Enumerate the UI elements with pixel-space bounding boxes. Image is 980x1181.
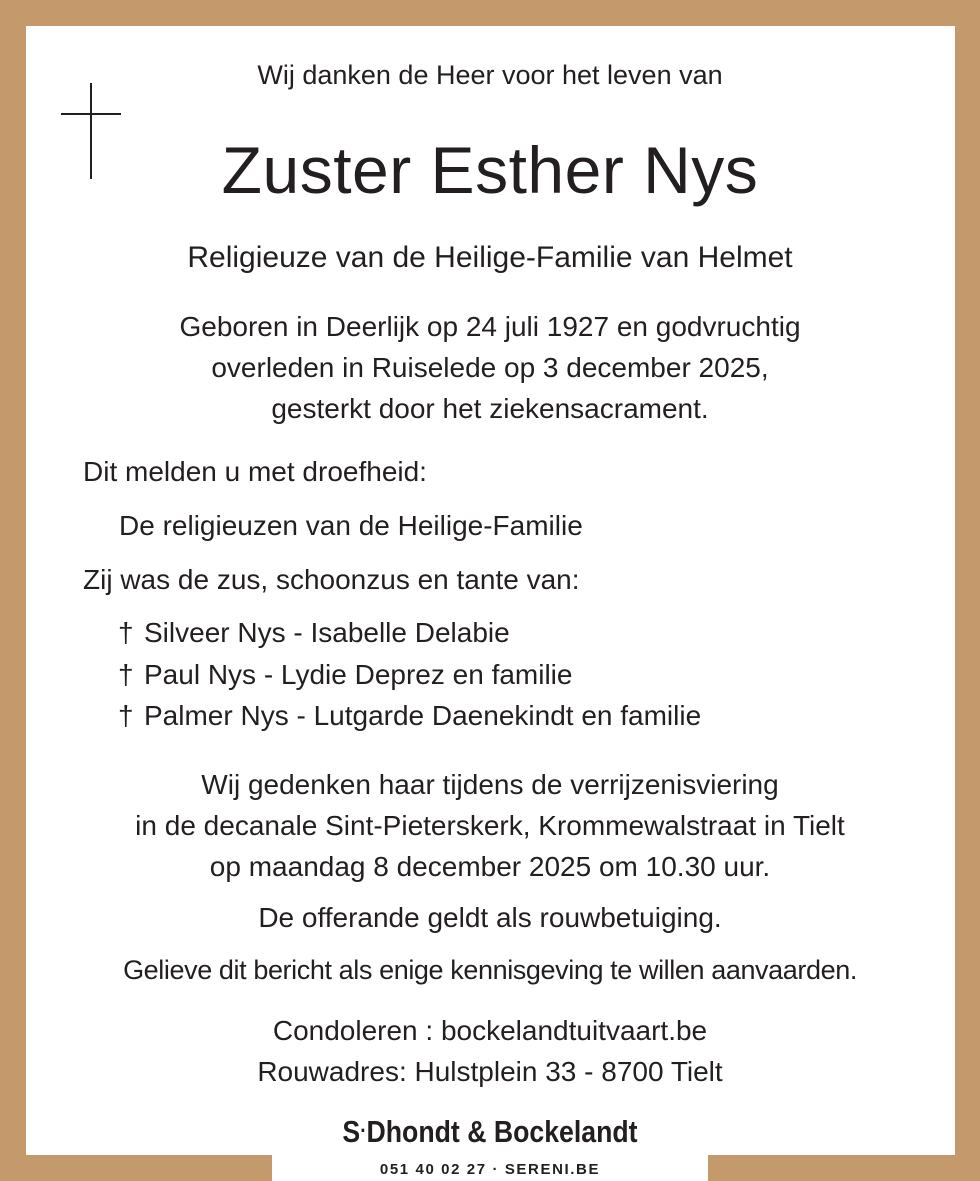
deceased-name: Zuster Esther Nys — [221, 133, 759, 207]
relation-heading: Zij was de zus, schoonzus en tante van: — [83, 564, 580, 595]
intro-line: Wij danken de Heer voor het leven van — [257, 60, 723, 90]
logo-name: Dhondt & Bockelandt — [366, 1114, 638, 1149]
relative-row — [118, 700, 701, 732]
birth-line-2: overleden in Ruiselede op 3 december 2025, — [211, 352, 769, 383]
sender: De religieuzen van de Heilige-Familie — [119, 510, 583, 541]
birth-death-block — [0, 306, 980, 429]
address-line: Rouwadres: Hulstplein 33 - 8700 Tielt — [257, 1056, 723, 1087]
relative-name: Paul Nys - Lydie Deprez en familie — [144, 659, 573, 690]
relative-row — [118, 659, 572, 691]
logo-prefix: S — [342, 1114, 361, 1149]
logo-separator: · — [360, 1118, 367, 1143]
contact-block — [0, 1010, 980, 1092]
announce-heading: Dit melden u met droefheid: — [83, 456, 427, 487]
ceremony-block — [0, 764, 980, 887]
notice-note: Gelieve dit bericht als enige kennisgeving te willen aanvaarden. — [123, 955, 857, 985]
funeral-home-contact: 051 40 02 27 · SERENI.BE — [379, 1161, 601, 1178]
ceremony-line-2: in de decanale Sint-Pieterskerk, Krommewalstraat in Tielt — [135, 810, 845, 841]
cross-horizontal-bar — [61, 113, 121, 115]
relative-name: Palmer Nys - Lutgarde Daenekindt en familie — [144, 700, 702, 731]
ceremony-line-1: Wij gedenken haar tijdens de verrijzenisviering — [201, 769, 779, 800]
ceremony-line-3: op maandag 8 december 2025 om 10.30 uur. — [209, 851, 771, 882]
religious-order: Religieuze van de Heilige-Familie van Helmet — [187, 241, 793, 274]
dagger-icon: † — [118, 700, 134, 731]
dagger-icon: † — [118, 617, 134, 648]
birth-line-3: gesterkt door het ziekensacrament. — [271, 393, 709, 424]
relative-row — [118, 617, 510, 649]
dagger-icon: † — [118, 659, 134, 690]
funeral-home-logo — [69, 1114, 912, 1150]
offering-note: De offerande geldt als rouwbetuiging. — [258, 902, 722, 933]
condolences-line: Condoleren : bockelandtuitvaart.be — [272, 1015, 708, 1046]
birth-line-1: Geboren in Deerlijk op 24 juli 1927 en godvruchtig — [179, 311, 801, 342]
relative-name: Silveer Nys - Isabelle Delabie — [144, 617, 510, 648]
